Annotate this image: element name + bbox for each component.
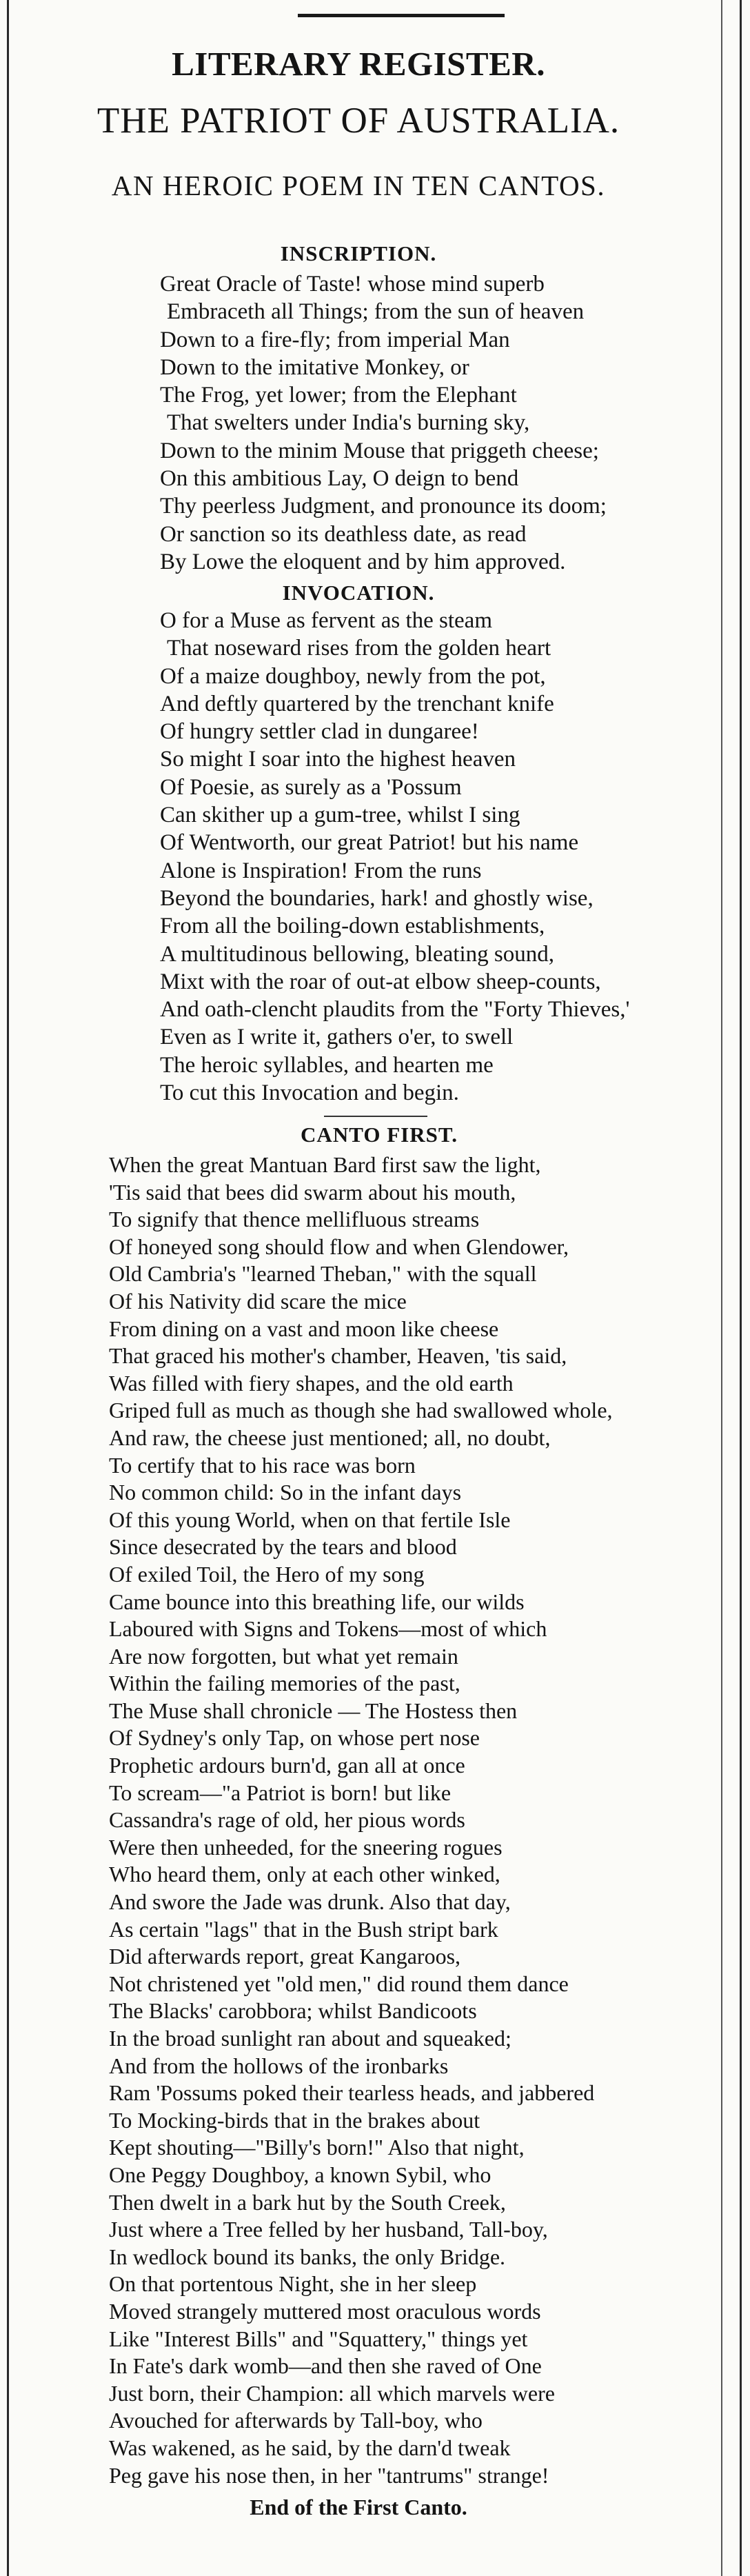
verse-line: 'Tis said that bees did swarm about his mouth, — [109, 1179, 516, 1205]
verse-line: So might I soar into the highest heaven — [160, 747, 516, 772]
verse-line: Peg gave his nose then, in her "tantrums" strange! — [109, 2462, 549, 2488]
verse-line: Down to the minim Mouse that priggeth cheese; — [160, 438, 599, 463]
verse-line: Are now forgotten, but what yet remain — [109, 1643, 458, 1669]
verse-line: Prophetic ardours burn'd, gan all at once — [109, 1753, 465, 1778]
verse-line: Within the failing memories of the past, — [109, 1671, 460, 1696]
verse-line: The Frog, yet lower; from the Elephant — [160, 383, 517, 408]
verse-line: A multitudinous bellowing, bleating sound, — [160, 941, 554, 967]
verse-line: Mixt with the roar of out-at elbow sheep-counts, — [160, 969, 601, 994]
verse-line: On this ambitious Lay, O deign to bend — [160, 466, 519, 492]
verse-line: Of honeyed song should flow and when Glendower, — [109, 1234, 569, 1259]
verse-line: Then dwelt in a bark hut by the South Creek, — [109, 2189, 506, 2215]
verse-line: That graced his mother's chamber, Heaven, 'tis said, — [109, 1343, 567, 1369]
verse-line: As certain "lags" that in the Bush stript bark — [109, 1916, 498, 1942]
verse-line: One Peggy Doughboy, a known Sybil, who — [109, 2162, 491, 2187]
verse-line: Of Sydney's only Tap, on whose pert nose — [109, 1725, 480, 1751]
verse-line: And from the hollows of the ironbarks — [109, 2053, 449, 2078]
verse-line: And deftly quartered by the trenchant knife — [160, 691, 554, 716]
verse-line: Like "Interest Bills" and "Squattery," things yet — [109, 2326, 528, 2351]
section-divider — [324, 1116, 427, 1117]
verse-line: Of hungry settler clad in dungaree! — [160, 719, 479, 745]
inscription-lines — [160, 270, 607, 576]
verse-line: Down to the imitative Monkey, or — [160, 354, 469, 380]
verse-line: Down to a fire-fly; from imperial Man — [160, 327, 510, 352]
verse-line: The Blacks' carobbora; whilst Bandicoots — [109, 1998, 477, 2024]
verse-line: Just where a Tree felled by her husband, Tall-boy, — [109, 2217, 548, 2242]
verse-line: In wedlock bound its banks, the only Bridge. — [109, 2244, 506, 2269]
verse-line: Of his Nativity did scare the mice — [109, 1288, 407, 1314]
verse-line: The Muse shall chronicle — The Hostess then — [109, 1698, 518, 1723]
top-rule — [298, 14, 505, 17]
verse-line: Of a maize doughboy, newly from the pot, — [160, 663, 546, 689]
verse-line: Did afterwards report, great Kangaroos, — [109, 1944, 461, 1969]
verse-line: On that portentous Night, she in her sleep — [109, 2271, 477, 2297]
verse-line: Of Poesie, as surely as a 'Possum — [160, 774, 462, 800]
poem-subtitle: AN HEROIC POEM IN TEN CANTOS. — [111, 170, 606, 201]
canto-first-lines — [109, 1151, 613, 2489]
verse-line: Embraceth all Things; from the sun of heaven — [167, 299, 585, 325]
verse-line: And raw, the cheese just mentioned; all, no doubt, — [109, 1425, 551, 1450]
inscription-heading: INSCRIPTION. — [280, 241, 437, 265]
verse-line: Cassandra's rage of old, her pious words — [109, 1807, 465, 1833]
verse-line: Since desecrated by the tears and blood — [109, 1534, 457, 1560]
verse-line: Alone is Inspiration! From the runs — [160, 858, 482, 883]
verse-line: To Mocking-birds that in the brakes about — [109, 2107, 480, 2133]
verse-line: Or sanction so its deathless date, as read — [160, 521, 527, 547]
verse-line: In the broad sunlight ran about and squeaked; — [109, 2026, 511, 2051]
verse-line: Of this young World, when on that fertile Isle — [109, 1507, 511, 1532]
verse-line: And swore the Jade was drunk. Also that day, — [109, 1889, 511, 1915]
right-inner-column-rule — [721, 0, 722, 2576]
verse-line: Can skither up a gum-tree, whilst I sing — [160, 803, 520, 828]
verse-line: Old Cambria's "learned Theban," with the squall — [109, 1261, 537, 1287]
verse-line: That swelters under India's burning sky, — [167, 410, 530, 436]
verse-line: Of exiled Toil, the Hero of my song — [109, 1561, 425, 1587]
verse-line: Just born, their Champion: all which marvels were — [109, 2380, 555, 2406]
verse-line: Was filled with fiery shapes, and the old earth — [109, 1370, 514, 1396]
verse-line: Avouched for afterwards by Tall-boy, who — [109, 2408, 483, 2433]
invocation-heading: INVOCATION. — [282, 581, 435, 605]
verse-line: Not christened yet "old men," did round them dance — [109, 1971, 569, 1996]
canto-first-heading: CANTO FIRST. — [301, 1123, 458, 1147]
verse-line: Were then unheeded, for the sneering rogues — [109, 1834, 503, 1860]
verse-line: To signify that thence mellifluous streams — [109, 1207, 480, 1232]
verse-line: Beyond the boundaries, hark! and ghostly wise, — [160, 885, 594, 911]
verse-line: In Fate's dark womb—and then she raved of One — [109, 2353, 542, 2379]
verse-line: By Lowe the eloquent and by him approved. — [160, 549, 566, 574]
invocation-lines — [160, 607, 629, 1107]
verse-line: Griped full as much as though she had swallowed whole, — [109, 1398, 613, 1423]
section-title: LITERARY REGISTER. — [172, 45, 545, 83]
verse-line: Was wakened, as he said, by the darn'd tweak — [109, 2435, 511, 2460]
verse-line: Moved strangely muttered most oraculous words — [109, 2298, 541, 2324]
verse-line: That noseward rises from the golden heart — [167, 636, 551, 661]
verse-line: Of Wentworth, our great Patriot! but his name — [160, 830, 579, 856]
verse-line: Kept shouting—"Billy's born!" Also that night, — [109, 2135, 525, 2160]
verse-line: And oath-clencht plaudits from the "Forty Thieves,' — [160, 997, 630, 1023]
verse-line: Great Oracle of Taste! whose mind superb — [160, 272, 545, 296]
verse-line: From dining on a vast and moon like cheese — [109, 1316, 499, 1341]
verse-line: No common child: So in the infant days — [109, 1480, 462, 1505]
verse-line: Laboured with Signs and Tokens—most of which — [109, 1616, 547, 1642]
verse-line: Thy peerless Judgment, and pronounce its doom; — [160, 494, 607, 519]
verse-line: The heroic syllables, and hearten me — [160, 1052, 494, 1078]
verse-line: Ram 'Possums poked their tearless heads, and jabbered — [109, 2080, 595, 2106]
verse-line: O for a Muse as fervent as the steam — [160, 608, 492, 633]
verse-line: To cut this Invocation and begin. — [160, 1080, 459, 1106]
poem-title: THE PATRIOT OF AUSTRALIA. — [97, 101, 620, 141]
verse-line: Even as I write it, gathers o'er, to swell — [160, 1025, 514, 1050]
verse-line: To certify that to his race was born — [109, 1452, 416, 1478]
left-column-rule — [7, 0, 9, 2576]
right-column-rule — [740, 0, 742, 2576]
verse-line: From all the boiling-down establishments, — [160, 914, 545, 939]
verse-line: Came bounce into this breathing life, our wilds — [109, 1589, 525, 1614]
verse-line: Who heard them, only at each other winked, — [109, 1862, 500, 1887]
verse-line: When the great Mantuan Bard first saw the light, — [109, 1152, 541, 1177]
canto-end-note: End of the First Canto. — [250, 2495, 467, 2519]
verse-line: To scream—"a Patriot is born! but like — [109, 1780, 452, 1805]
